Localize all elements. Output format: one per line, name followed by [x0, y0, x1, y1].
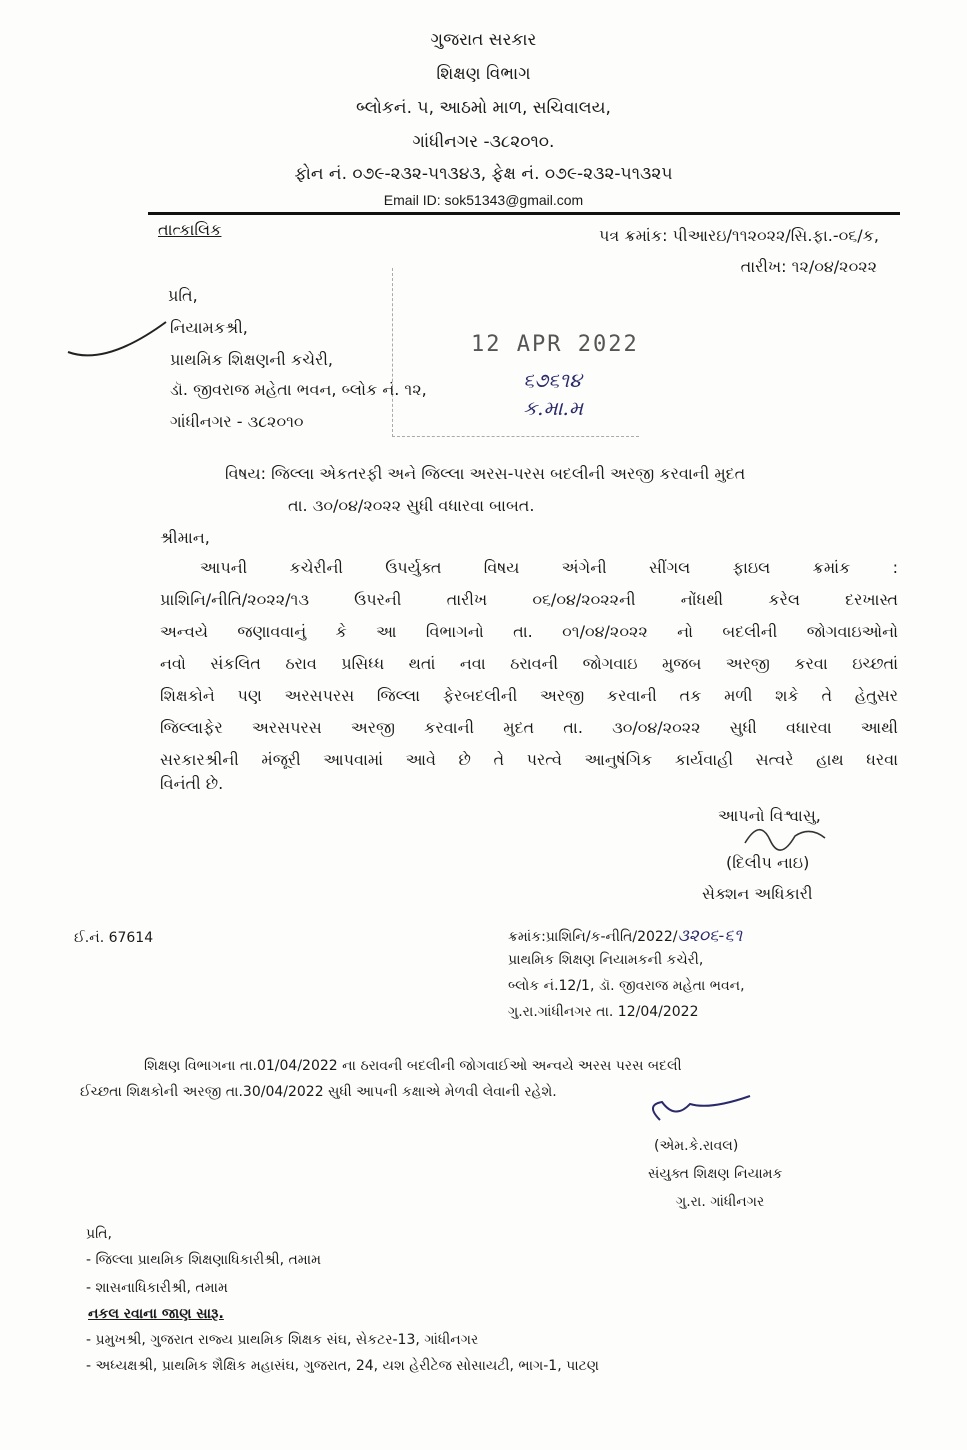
- recipient-line: નિયામકશ્રી,: [170, 318, 248, 337]
- address-line: બ્લોકનં. ૫, આઠમો માળ, સચિવાલય,: [356, 98, 611, 118]
- govt-name: ગુજરાત સરકાર: [430, 30, 537, 50]
- letter-number: પત્ર ક્રમાંક: પીઆરઇ/૧૧૨૦૨૨/સિ.ફા.-૦૬/ક,: [599, 226, 879, 245]
- recipient-line: ગાંધીનગર - ૩૮૨૦૧૦: [170, 412, 304, 431]
- to-label: પ્રતિ,: [168, 286, 198, 305]
- signer-name: (એમ.કે.રાવલ): [654, 1138, 739, 1154]
- subject-line-2: તા. ૩૦/૦૪/૨૦૨૨ સુધી વધારવા બાબત.: [288, 496, 535, 515]
- inward-number: ઈ.નં. 67614: [74, 930, 154, 946]
- signatory-name: (દિલીપ નાઇ): [726, 853, 810, 872]
- body-line: શિક્ષકોને પણ અરસપરસ જિલ્લા ફેરબદલીની અરજી કરવાની તક મળી શકે તે હેતુસર: [160, 686, 898, 705]
- body-line: નવો સંકલિત ઠરાવ પ્રસિધ્ધ થતાં નવા ઠરાવની જોગવાઇ મુજબ અરજી કરવા ઇચ્છતાં: [160, 654, 898, 673]
- pen-tick-mark: [66, 318, 176, 368]
- signer-title: સંયુક્ત શિક્ષણ નિયામક: [648, 1166, 783, 1182]
- endorsement-text: ઈચ્છતા શિક્ષકોની અરજી તા.30/04/2022 સુધી આપની કક્ષાએ મેળવી લેવાની રહેશે.: [80, 1084, 557, 1100]
- body-line: પ્રાશિનિ/નીતિ/૨૦૨૨/૧૩ ઉપરની તારીખ ૦૬/૦૪/૨૦૨૨ની નોંધથી કરેલ દરખાસ્ત: [160, 590, 898, 609]
- header-rule: [148, 212, 900, 215]
- office-line: ગુ.રા.ગાંધીનગર તા. 12/04/2022: [508, 1004, 699, 1020]
- signature: [740, 818, 830, 852]
- body-line: જિલ્લાફેર અરસપરસ અરજી કરવાની મુદત તા. ૩૦/૦૪/૨૦૨૨ સુધી વધારવા આથી: [160, 718, 898, 737]
- stamp-date: 12 APR 2022: [471, 332, 639, 357]
- email: Email ID: sok51343@gmail.com: [383, 192, 584, 208]
- handwritten-initials: ક.મા.મ: [523, 396, 583, 420]
- letter-date: તારીખ: ૧૨/૦૪/૨૦૨૨: [740, 257, 877, 276]
- recipient-line: ડૉ. જીવરાજ મહેતા ભવન, બ્લોક નં. ૧૨,: [170, 380, 427, 399]
- endorsement-ref-text: ક્રમાંક:પ્રાશિનિ/ક-નીતિ/2022/: [508, 929, 678, 945]
- signer-place: ગુ.રા. ગાંધીનગર: [676, 1194, 765, 1210]
- office-line: બ્લોક નં.12/1, ડૉ. જીવરાજ મહેતા ભવન,: [508, 978, 745, 994]
- recipient-line: પ્રાથમિક શિક્ષણની કચેરી,: [170, 350, 334, 369]
- body-line: આપની કચેરીની ઉપર્યુક્ત વિષય અંગેની સીંગલ ફાઇલ ક્રમાંક :: [200, 558, 898, 577]
- distribution-label: પ્રતિ,: [86, 1226, 112, 1242]
- endorsement-ref: [508, 926, 742, 946]
- body-line: વિનંતી છે.: [160, 774, 224, 793]
- urgency-label: તાત્કાલિક: [158, 220, 222, 239]
- inward-stamp: [392, 268, 639, 437]
- endorsement-text: શિક્ષણ વિભાગના તા.01/04/2022 ના ઠરાવની બદલીની જોગવાઈઓ અન્વયે અરસ પરસ બદલી: [144, 1058, 682, 1074]
- copy-item: - અધ્યક્ષશ્રી, પ્રાથમિક શૈક્ષિક મહાસંઘ, ગુજરાત, 24, યશ હેરીટેજ સોસાયટી, ભાગ-1, પાટણ: [86, 1358, 599, 1374]
- copy-label: નકલ રવાના જાણ સારૂ.: [88, 1306, 224, 1322]
- copy-item: - પ્રમુખશ્રી, ગુજરાત રાજ્ય પ્રાથમિક શિક્ષક સંઘ, સેકટર-13, ગાંધીનગર: [86, 1332, 479, 1348]
- handwritten-ref-number: ૩૨૦૬-૬૧: [677, 926, 743, 946]
- distribution-item: - જિલ્લા પ્રાથમિક શિક્ષણાધિકારીશ્રી, તમામ: [86, 1252, 321, 1268]
- signature: [640, 1090, 760, 1136]
- phone-fax: ફોન નં. ૦૭૯-૨૩૨-૫૧૩૪૩, ફેક્ષ નં. ૦૭૯-૨૩૨-૫૧૩૨૫: [294, 164, 673, 184]
- city-pin: ગાંધીનગર -૩૮૨૦૧૦.: [412, 132, 555, 152]
- office-line: પ્રાથમિક શિક્ષણ નિયામકની કચેરી,: [508, 952, 704, 968]
- body-line: સરકારશ્રીની મંજૂરી આપવામાં આવે છે તે પરત્વે આનુષંગિક કાર્યવાહી સત્વરે હાથ ધરવા: [160, 750, 898, 769]
- body-line: અન્વયે જણાવવાનું કે આ વિભાગનો તા. ૦૧/૦૪/૨૦૨૨ નો બદલીની જોગવાઇઓનો: [160, 622, 898, 641]
- department-name: શિક્ષણ વિભાગ: [436, 64, 531, 84]
- closing: આપનો વિશ્વાસુ,: [718, 806, 821, 825]
- handwritten-inward-number: ૬૭૬૧૪: [523, 368, 582, 392]
- subject-line-1: વિષય: જિલ્લા એકતરફી અને જિલ્લા અરસ-પરસ બદલીની અરજી કરવાની મુદત: [225, 464, 746, 483]
- signatory-designation: સેક્શન અધિકારી: [702, 884, 813, 903]
- distribution-item: - શાસનાધિકારીશ્રી, તમામ: [86, 1280, 228, 1296]
- salutation: શ્રીમાન,: [160, 528, 210, 547]
